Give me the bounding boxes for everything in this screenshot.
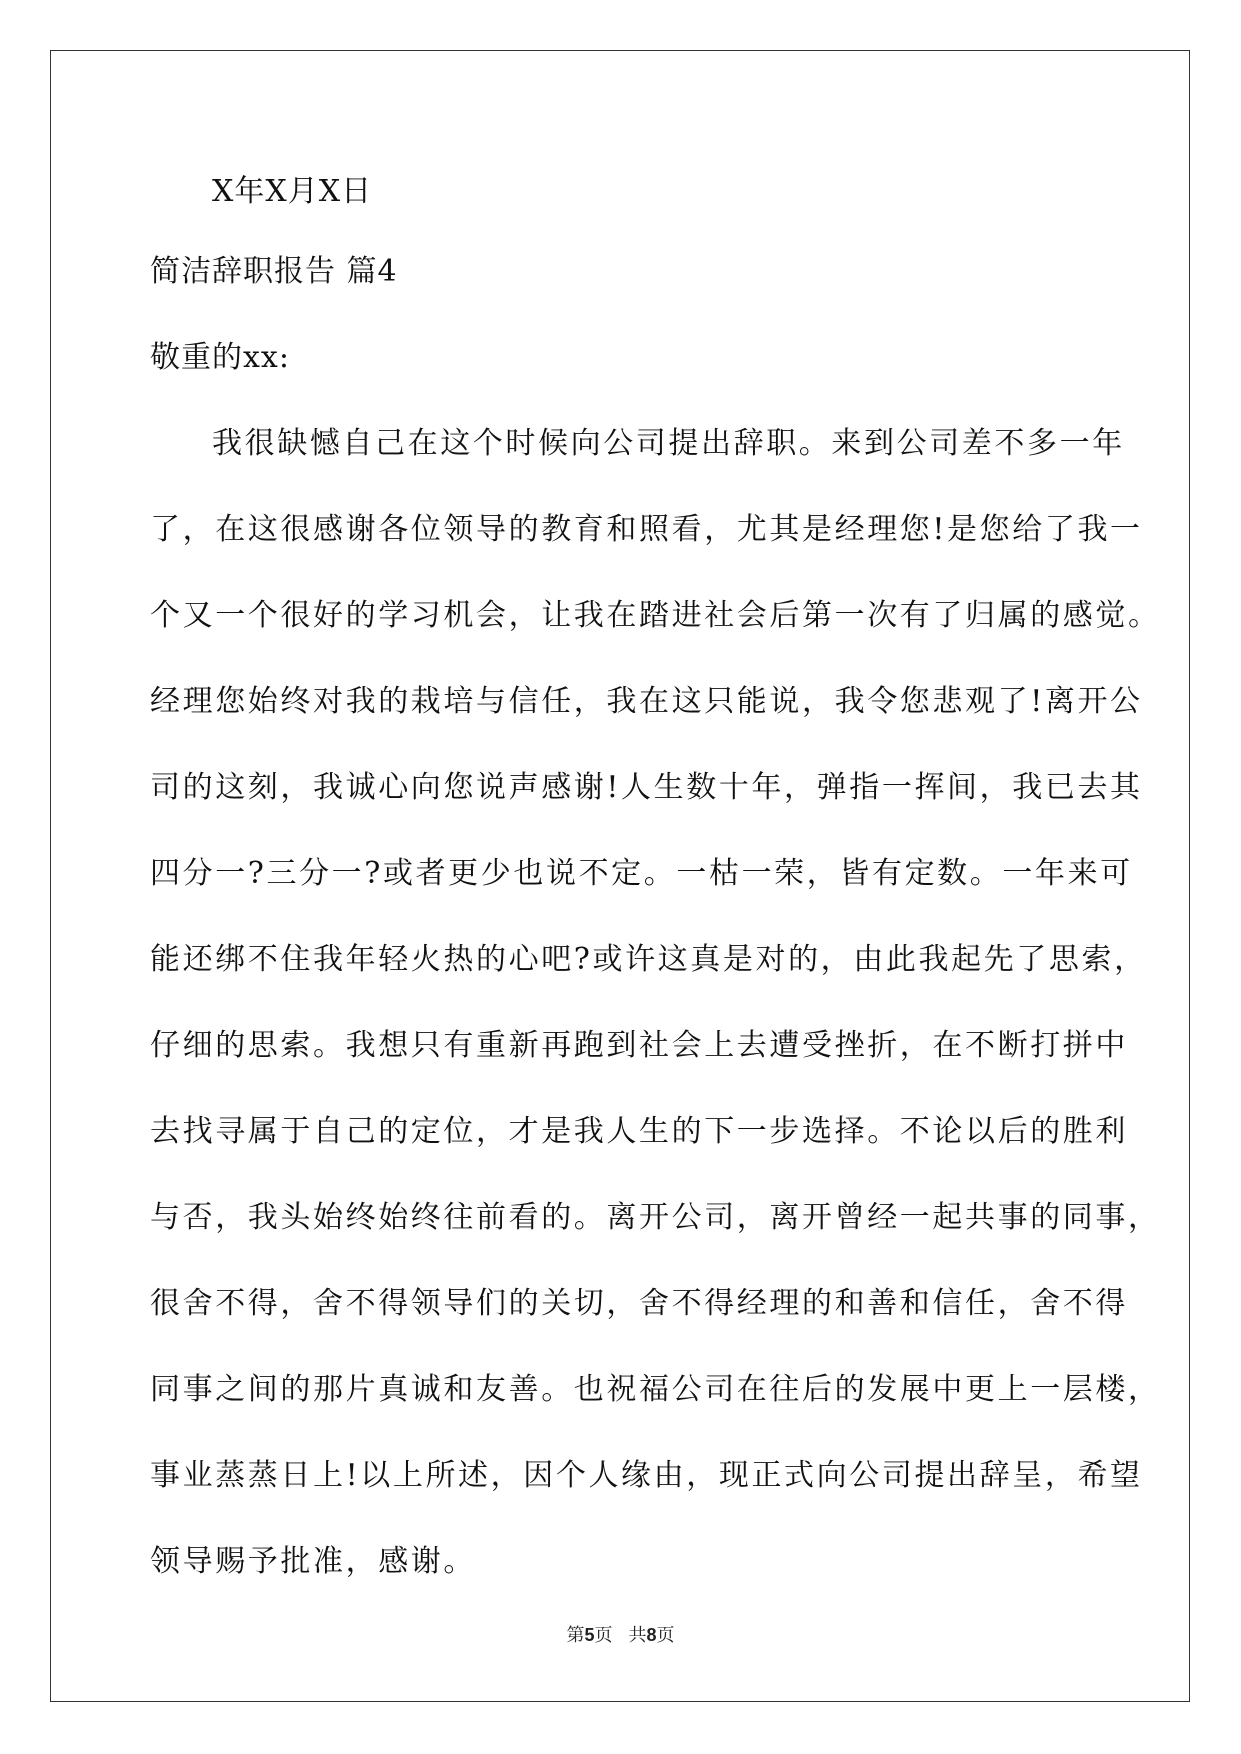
body-line: 个又一个很好的学习机会，让我在踏进社会后第一次有了归属的感觉。 [150,598,1161,633]
body-line: 去找寻属于自己的定位，才是我人生的下一步选择。不论以后的胜利 [150,1114,1128,1149]
body-line: 与否，我头始终始终往前看的。离开公司，离开曾经一起共事的同事， [150,1200,1161,1235]
date-line: X年X月X日 [212,174,373,209]
body-line: 司的这刻，我诚心向您说声感谢!人生数十年，弹指一挥间，我已去其 [150,770,1143,805]
document-title: 简洁辞职报告 篇4 [150,254,398,289]
body-line: 同事之间的那片真诚和友善。也祝福公司在往后的发展中更上一层楼， [150,1372,1161,1407]
body-line: 我很缺憾自己在这个时候向公司提出辞职。来到公司差不多一年 [212,426,1125,461]
total-pages: 8 [646,1625,657,1645]
total-prefix: 共 [628,1625,647,1646]
body-line: 仔细的思索。我想只有重新再跑到社会上去遭受挫折，在不断打拼中 [150,1028,1128,1063]
current-page: 5 [584,1625,595,1645]
total-suffix: 页 [656,1625,675,1646]
body-line: 事业蒸蒸日上!以上所述，因个人缘由，现正式向公司提出辞呈，希望 [150,1458,1143,1493]
page-number [566,1625,612,1646]
page-total [629,1625,675,1646]
page-suffix: 页 [594,1625,613,1646]
greeting: 敬重的xx: [150,340,290,375]
body-line: 经理您始终对我的栽培与信任，我在这只能说，我令您悲观了!离开公 [150,684,1143,719]
page-footer [0,1623,1241,1648]
page-prefix: 第 [566,1625,585,1646]
body-line: 能还绑不住我年轻火热的心吧?或许这真是对的，由此我起先了思索， [150,942,1147,977]
body-line: 很舍不得，舍不得领导们的关切，舍不得经理的和善和信任，舍不得 [150,1286,1128,1321]
body-line: 了，在这很感谢各位领导的教育和照看，尤其是经理您!是您给了我一 [150,512,1143,547]
body-line: 四分一?三分一?或者更少也说不定。一枯一荣，皆有定数。一年来可 [150,856,1133,891]
body-line: 领导赐予批准，感谢。 [150,1544,476,1579]
